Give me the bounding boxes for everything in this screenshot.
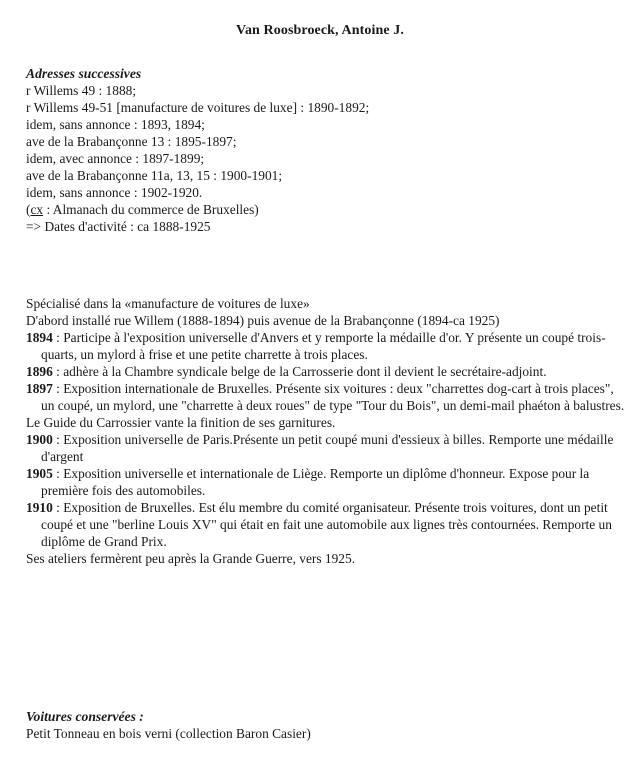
- address-line: ave de la Brabançonne 11a, 13, 15 : 1900-1901;: [26, 168, 283, 183]
- conserved-heading: Voitures conservées :: [26, 709, 144, 724]
- guide-note: Le Guide du Carrossier vante la finition de ses garnitures.: [26, 415, 336, 430]
- address-line: idem, sans annonce : 1902-1920.: [26, 185, 203, 200]
- history-section: [26, 295, 626, 567]
- address-line: idem, avec annonce : 1897-1899;: [26, 151, 205, 166]
- entry-year: 1905: [26, 466, 53, 481]
- entry-year: 1897: [26, 381, 53, 396]
- entry-1897: [26, 380, 626, 414]
- source-abbreviation: cx: [30, 202, 44, 217]
- address-line: r Willems 49 : 1888;: [26, 83, 137, 98]
- conserved-item: Petit Tonneau en bois verni (collection Baron Casier): [26, 726, 311, 741]
- entry-1894: [26, 329, 626, 363]
- entry-year: 1896: [26, 364, 53, 379]
- source-note: [26, 201, 626, 218]
- addresses-heading: Adresses successives: [26, 66, 142, 81]
- address-line: idem, sans annonce : 1893, 1894;: [26, 117, 205, 132]
- conserved-section: [26, 708, 626, 742]
- activity-dates: => Dates d'activité : ca 1888-1925: [26, 219, 211, 234]
- address-line: r Willems 49-51 [manufacture de voitures de luxe] : 1890-1892;: [26, 100, 370, 115]
- entry-1896: [26, 363, 626, 380]
- entry-text: : Participe à l'exposition universelle d'Anvers et y remporte la médaille d'or. Y présente un coupé trois-quarts, un mylord à frise et une petite charrette à trois places.: [41, 330, 606, 362]
- entry-text: : Exposition universelle et internationale de Liège. Remporte un diplôme d'honneur. Expose pour la première fois des automobiles.: [41, 466, 590, 498]
- entry-1905: [26, 465, 626, 499]
- entry-1910: [26, 499, 626, 550]
- entry-year: 1894: [26, 330, 53, 345]
- entry-text: : adhère à la Chambre syndicale belge de la Carrosserie dont il devient le secrétaire-adjoint.: [52, 364, 547, 379]
- entry-text: : Exposition universelle de Paris.Présente un petit coupé muni d'essieux à billes. Remporte une médaille d'argent: [41, 432, 614, 464]
- entry-text: : Exposition internationale de Bruxelles. Présente six voitures : deux "charrettes dog-cart à trois places", un coupé, un mylord, une "charrette à deux roues" de type "Tour du Bois", un demi-mail phaéton à balustres.: [41, 381, 625, 413]
- closing-note: Ses ateliers fermèrent peu après la Grande Guerre, vers 1925.: [26, 551, 356, 566]
- entry-text: : Exposition de Bruxelles. Est élu membre du comité organisateur. Présente trois voitures, dont un petit coupé et une "berline Louis XV" qui était en fait une automobile aux lignes très contournées. Remporte un diplôme de Grand Prix.: [41, 500, 612, 549]
- address-line: ave de la Brabançonne 13 : 1895-1897;: [26, 134, 237, 149]
- addresses-section: [26, 65, 626, 235]
- source-open-paren: (: [26, 202, 31, 217]
- page-title: Van Roosbroeck, Antoine J.: [236, 23, 404, 38]
- entry-1900: [26, 431, 626, 465]
- intro-location: D'abord installé rue Willem (1888-1894) puis avenue de la Brabançonne (1894-ca 1925): [26, 313, 500, 328]
- entry-year: 1900: [26, 432, 53, 447]
- source-text: : Almanach du commerce de Bruxelles): [43, 202, 259, 217]
- entry-year: 1910: [26, 500, 53, 515]
- intro-specialty: Spécialisé dans la «manufacture de voitures de luxe»: [26, 296, 310, 311]
